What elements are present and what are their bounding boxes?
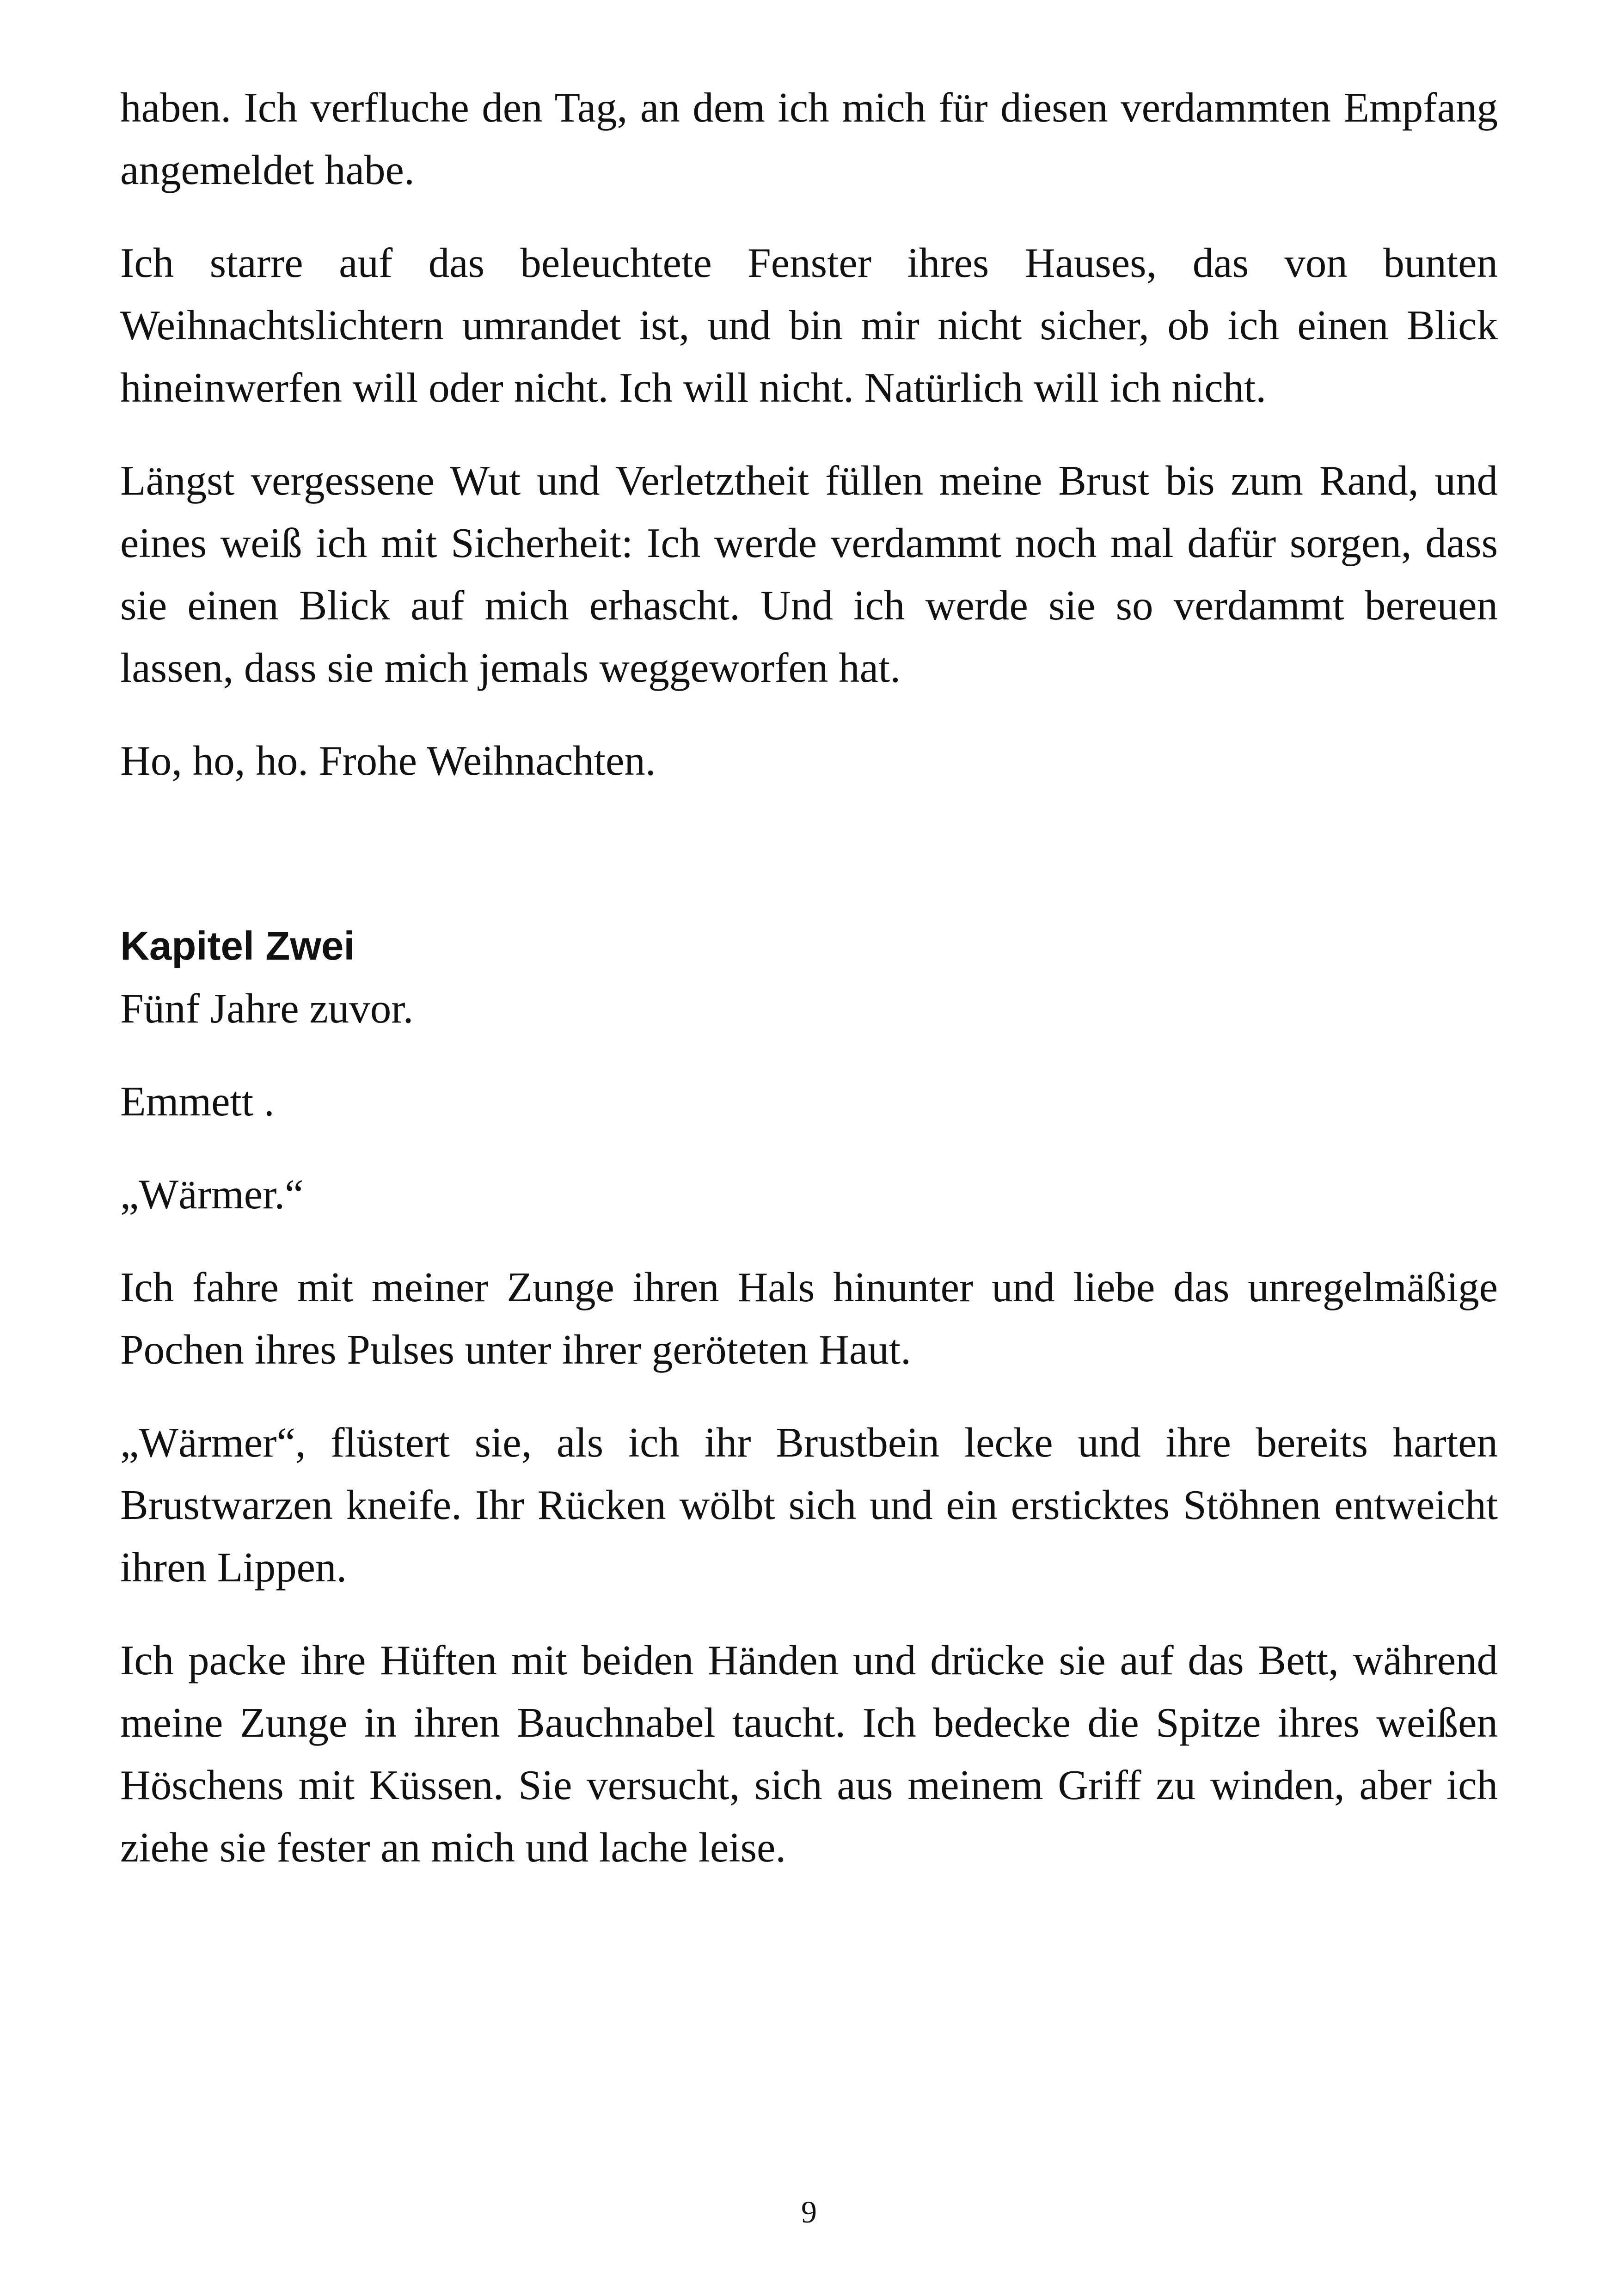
paragraph: „Wärmer.“: [120, 1171, 304, 1218]
page-number: 9: [801, 2194, 817, 2229]
paragraph: Ich starre auf das beleuchtete Fenster ihres Hauses, das von bunten Weihnachtslichtern umrandet ist, und bin mir nicht sicher, ob ich einen Blick hineinwerfen will oder nicht. Ich will nicht. Natürlich will ich nicht.: [120, 239, 1498, 411]
page-body: [120, 76, 1498, 1909]
paragraph: Ich packe ihre Hüften mit beiden Händen und drücke sie auf das Bett, während meine Zunge in ihren Bauchnabel taucht. Ich bedecke die Spitze ihres weißen Höschens mit Küssen. Sie versucht, sich aus meinem Griff zu winden, aber ich ziehe sie fester an mich und lache leise.: [120, 1637, 1498, 1871]
paragraph: haben. Ich verfluche den Tag, an dem ich mich für diesen verdammten Empfang angemeldet habe.: [120, 84, 1498, 193]
paragraph: Ho, ho, ho. Frohe Weihnachten.: [120, 737, 656, 784]
chapter-subtitle: Fünf Jahre zuvor.: [120, 985, 414, 1032]
paragraph: „Wärmer“, flüstert sie, als ich ihr Brustbein lecke und ihre bereits harten Brustwarzen kneife. Ihr Rücken wölbt sich und ein ersticktes Stöhnen entweicht ihren Lippen.: [120, 1419, 1498, 1591]
paragraph: Längst vergessene Wut und Verletztheit füllen meine Brust bis zum Rand, und eines weiß ich mit Sicherheit: Ich werde verdammt noch mal dafür sorgen, dass sie einen Blick auf mich erhascht. Und ich werde sie so verdammt bereuen lassen, dass sie mich jemals weggeworfen hat.: [120, 457, 1498, 691]
chapter-title: Kapitel Zwei: [120, 924, 355, 968]
paragraph: Emmett .: [120, 1078, 275, 1125]
section-spacer: [120, 822, 1498, 915]
paragraph: Ich fahre mit meiner Zunge ihren Hals hinunter und liebe das unregelmäßige Pochen ihres Pulses unter ihrer geröteten Haut.: [120, 1264, 1498, 1373]
